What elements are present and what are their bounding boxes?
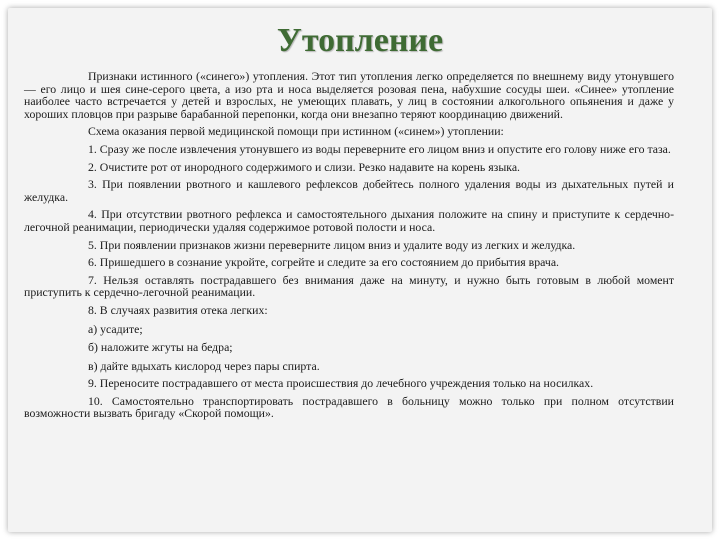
paragraph-scheme: Схема оказания первой медицинской помощи при истинном («синем») утоплении: [88, 124, 504, 139]
step-10: 10. Самостоятельно транспортировать пострадавшего в больницу можно только при полном отсутствии возможности вызвать бригаду «Скорой помощи». [24, 393, 674, 421]
page-title: Утопление [276, 22, 444, 59]
step-8c: в) дайте вдыхать кислород через пары спирта. [88, 358, 320, 373]
step-8b: б) наложите жгуты на бедра; [88, 340, 233, 355]
step-8: 8. В случаях развития отека легких: [88, 302, 268, 317]
step-6: 6. Пришедшего в сознание укройте, согрейте и следите за его состоянием до прибытия врача. [88, 255, 560, 270]
step-7: 7. Нельзя оставлять пострадавшего без внимания даже на минуту, и нужно быть готовым в любой момент приступить к сердечно-легочной реанимации. [24, 272, 674, 300]
step-4: 4. При отсутствии рвотного рефлекса и самостоятельного дыхания положите на спину и приступите к сердечно-легочной реанимации, периодически удаляя содержимое ротовой полости и носа. [24, 207, 674, 234]
step-5: 5. При появлении признаков жизни переверните лицом вниз и удалите воду из легких и желудка. [88, 237, 576, 252]
step-9: 9. Переносите пострадавшего от места происшествия до лечебного учреждения только на носилках. [88, 376, 594, 391]
slide-body [24, 70, 674, 425]
step-8a: а) усадите; [88, 321, 143, 336]
paragraph-intro: Признаки истинного («синего») утопления. Этот тип утопления легко определяется по внешнему виду утонувшего — его лицо и шея сине-серого цвета, а изо рта и носа выделяется розовая пена, набухшие сосуды шеи. «Синее» утопление наиболее часто встречается у детей и взрослых, не умеющих плавать, у лиц в состоянии алкогольного опьянения и даже у хороших пловцов при разрыве барабанной перепонки, когда они внезапно теряют координацию движений. [24, 69, 674, 121]
step-1: 1. Сразу же после извлечения утонувшего из воды переверните его лицом вниз и опустите его голову ниже его таза. [88, 141, 671, 156]
step-3: 3. При появлении рвотного и кашлевого рефлексов добейтесь полного удаления воды из дыхательных путей и желудка. [24, 177, 674, 204]
step-2: 2. Очистите рот от инородного содержимого и слизи. Резко надавите на корень языка. [88, 159, 521, 174]
